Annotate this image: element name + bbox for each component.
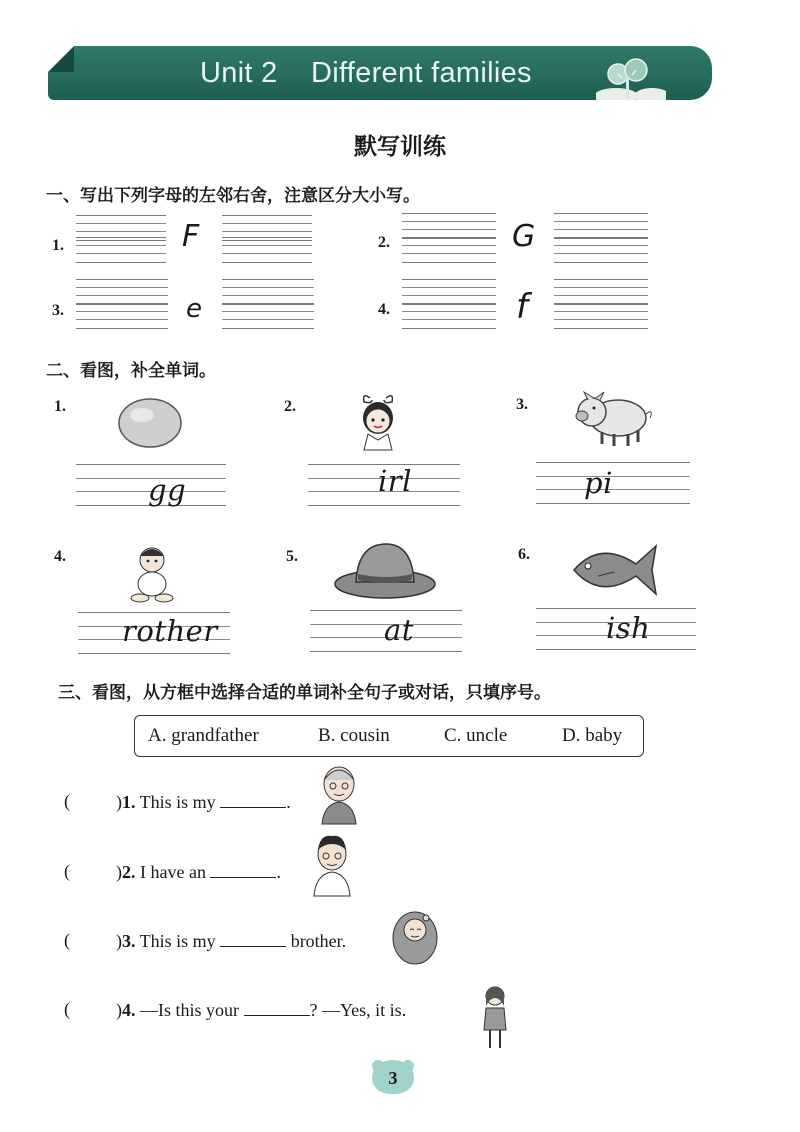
s1-item2-right-answer[interactable]: [554, 237, 648, 263]
q2-text-after: .: [276, 862, 281, 882]
q2-number: 2.: [122, 862, 136, 882]
page-title: 默写训练: [354, 134, 446, 160]
uncle-icon: [312, 834, 352, 898]
q4-text-after: ? —Yes, it is.: [309, 1000, 407, 1020]
s1-item3-number: 3.: [52, 302, 64, 319]
q2-blank[interactable]: [210, 861, 276, 878]
s1-item3-right-answer-top[interactable]: [222, 279, 314, 305]
hat-icon: [332, 540, 438, 602]
s1-item2-right-answer-top[interactable]: [554, 213, 648, 239]
q4-sentence: [116, 999, 406, 1021]
egg-icon: [114, 395, 186, 451]
q3-paren-open: (: [64, 930, 70, 950]
choice-d: D. baby: [562, 725, 623, 746]
q1-number: 1.: [122, 792, 136, 812]
s2-item2-fragment: irl: [378, 464, 412, 498]
s1-item4-right-answer-top[interactable]: [554, 279, 648, 305]
q3-text-before: This is my: [135, 931, 221, 951]
q4-paren-open: (: [64, 999, 70, 1019]
s1-item1-letter: F: [182, 219, 200, 254]
s2-item4-fragment: rother: [122, 614, 218, 648]
grandfather-icon: [318, 764, 360, 826]
q1-paren-open: (: [64, 791, 70, 811]
q3-number: 3.: [122, 931, 136, 951]
q2-text-before: I have an: [135, 862, 211, 882]
cousin-icon: [480, 984, 510, 1050]
q2-sentence: [116, 861, 281, 883]
q1-text-before: This is my: [135, 792, 221, 812]
s1-item1-right-answer[interactable]: [222, 237, 312, 263]
q3-blank[interactable]: [220, 930, 286, 947]
unit-title: Unit 2 Different families: [200, 57, 532, 89]
s2-item1-fragment: gg: [148, 473, 187, 507]
q2-answer-box[interactable]: [82, 858, 112, 882]
choice-c: C. uncle: [444, 725, 508, 746]
s1-item4-left-answer[interactable]: [402, 303, 496, 329]
q1-blank[interactable]: [220, 791, 286, 808]
page-number: 3: [372, 1060, 414, 1094]
s2-item4-number: 4.: [54, 548, 66, 565]
s2-item2-number: 2.: [284, 398, 296, 415]
q4-paren-close: ): [116, 1000, 122, 1020]
section2-heading: 二、看图，补全单词。: [46, 361, 216, 381]
s2-item3-answer[interactable]: [536, 462, 690, 504]
q4-number: 4.: [122, 1000, 136, 1020]
baby-icon: [390, 906, 440, 966]
q4-text-before: —Is this your: [135, 1000, 244, 1020]
s2-item6-fragment: ish: [606, 611, 651, 645]
q1-answer-box[interactable]: [82, 788, 112, 812]
s2-item3-fragment: pi: [584, 466, 613, 500]
q3-paren-close: ): [116, 931, 122, 951]
s1-item4-right-answer[interactable]: [554, 303, 648, 329]
banner-fold-corner: [48, 46, 74, 72]
s1-item4-number: 4.: [378, 301, 390, 318]
q3-sentence: [116, 930, 346, 952]
s1-item2-left-answer-top[interactable]: [402, 213, 496, 239]
s2-item6-number: 6.: [518, 546, 530, 563]
q1-paren-close: ): [116, 792, 122, 812]
q1-text-after: .: [286, 792, 291, 812]
q3-text-after: brother.: [286, 931, 347, 951]
s1-item3-left-answer-top[interactable]: [76, 279, 168, 305]
q2-paren-close: ): [116, 862, 122, 882]
s1-item2-number: 2.: [378, 234, 390, 251]
s1-item3-right-answer[interactable]: [222, 303, 314, 329]
tree-icon: [596, 52, 666, 100]
s1-item1-left-answer[interactable]: [76, 237, 166, 263]
choice-a: A. grandfather: [148, 725, 259, 746]
s2-item3-number: 3.: [516, 396, 528, 413]
choice-b: B. cousin: [318, 725, 390, 746]
s2-item5-number: 5.: [286, 548, 298, 565]
q4-answer-box[interactable]: [82, 996, 112, 1020]
q2-paren-open: (: [64, 861, 70, 881]
s1-item3-letter: e: [186, 294, 202, 324]
section3-heading: 三、看图，从方框中选择合适的单词补全句子或对话，只填序号。: [58, 683, 551, 703]
s2-item5-fragment: at: [384, 613, 414, 647]
s1-item4-left-answer-top[interactable]: [402, 279, 496, 305]
baby-brother-icon: [128, 544, 178, 604]
s1-item2-left-answer[interactable]: [402, 237, 496, 263]
fish-icon: [568, 540, 660, 596]
girl-icon: [352, 390, 404, 452]
pig-icon: [570, 390, 654, 448]
s1-item2-letter: G: [512, 219, 536, 254]
q4-blank[interactable]: [244, 999, 310, 1016]
section1-heading: 一、写出下列字母的左邻右舍，注意区分大小写。: [46, 186, 420, 206]
q3-answer-box[interactable]: [82, 927, 112, 951]
s2-item1-number: 1.: [54, 398, 66, 415]
s1-item1-number: 1.: [52, 237, 64, 254]
q1-sentence: [116, 791, 291, 813]
s1-item4-letter: f: [516, 287, 528, 327]
s1-item3-left-answer[interactable]: [76, 303, 168, 329]
